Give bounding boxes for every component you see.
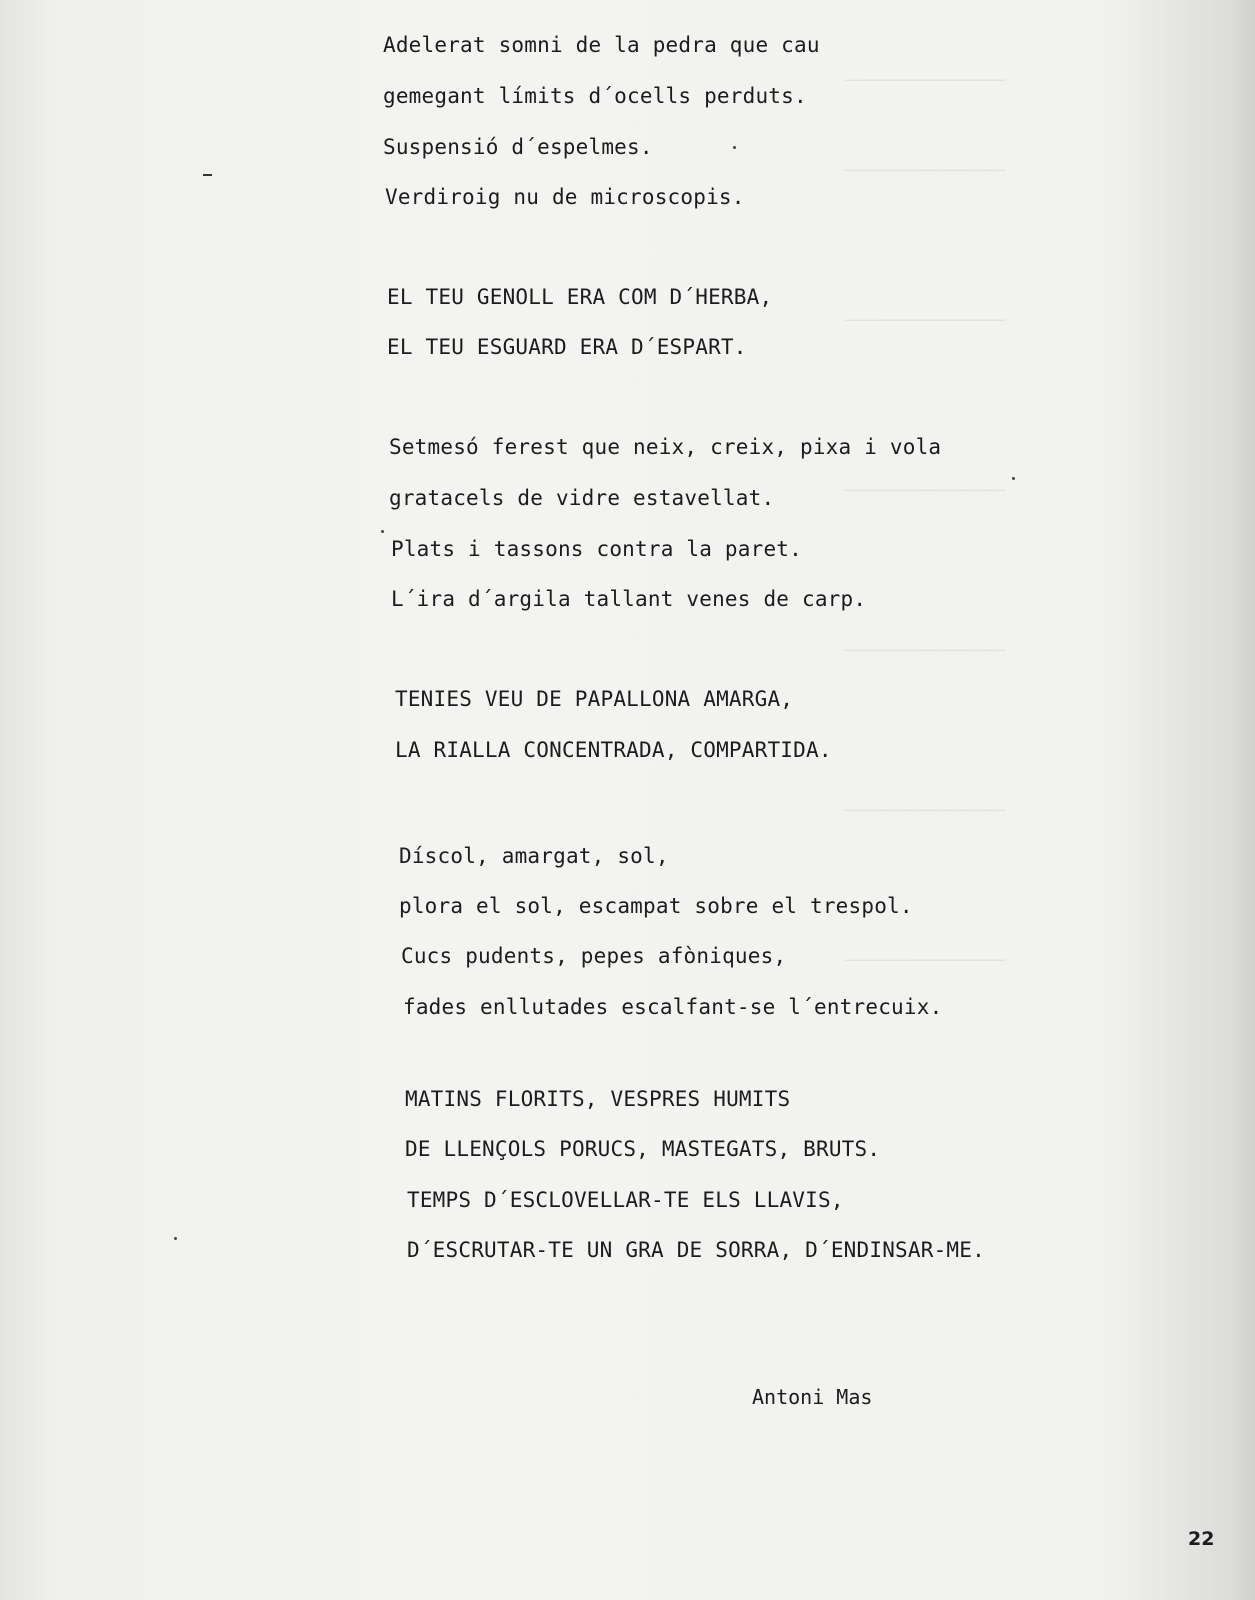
poem-line: Adelerat somni de la pedra que cau [383,33,820,57]
poem-line: TEMPS D´ESCLOVELLAR-TE ELS LLAVIS, [407,1188,844,1212]
bleed-through-texture: ────────────── [845,950,1006,972]
stray-mark [733,146,736,149]
poem-line: gemegant límits d´ocells perduts. [383,84,807,108]
bleed-through-texture: ────────────── [845,310,1006,332]
poem-line: Cucs pudents, pepes afòniques, [401,944,787,968]
poem-line: DE LLENÇOLS PORUCS, MASTEGATS, BRUTS. [405,1137,881,1161]
poem-line: TENIES VEU DE PAPALLONA AMARGA, [395,687,794,711]
stray-mark [381,530,384,533]
bleed-through-texture: ────────────── [845,480,1006,502]
poem-line: EL TEU ESGUARD ERA D´ESPART. [387,335,747,359]
page-number: 22 [1188,1528,1215,1550]
poem-line: Verdiroig nu de microscopis. [385,185,745,209]
bleed-through-texture: ────────────── [845,640,1006,662]
author-signature: Antoni Mas [752,1385,873,1409]
poem-line: Setmesó ferest que neix, creix, pixa i vola [389,435,942,459]
poem-line: LA RIALLA CONCENTRADA, COMPARTIDA. [395,738,832,762]
poem-line: Plats i tassons contra la paret. [391,537,802,561]
poem-line: fades enllutades escalfant-se l´entrecuix. [403,995,943,1019]
poem-line: Díscol, amargat, sol, [399,844,669,868]
bleed-through-texture: ────────────── [845,70,1006,92]
poem-line: L´ira d´argila tallant venes de carp. [391,587,867,611]
poem-line: gratacels de vidre estavellat. [389,486,775,510]
bleed-through-texture: ────────────── [845,800,1006,822]
bleed-through-texture: ────────────── [845,160,1006,182]
poem-line: D´ESCRUTAR-TE UN GRA DE SORRA, D´ENDINSAR-ME. [407,1238,985,1262]
poem-line: MATINS FLORITS, VESPRES HUMITS [405,1087,791,1111]
stray-mark [203,174,212,176]
poem-line: Suspensió d´espelmes. [383,135,653,159]
stray-mark [174,1237,177,1240]
poem-line: plora el sol, escampat sobre el trespol. [399,894,913,918]
stray-mark [1012,477,1015,480]
poem-line: EL TEU GENOLL ERA COM D´HERBA, [387,285,773,309]
